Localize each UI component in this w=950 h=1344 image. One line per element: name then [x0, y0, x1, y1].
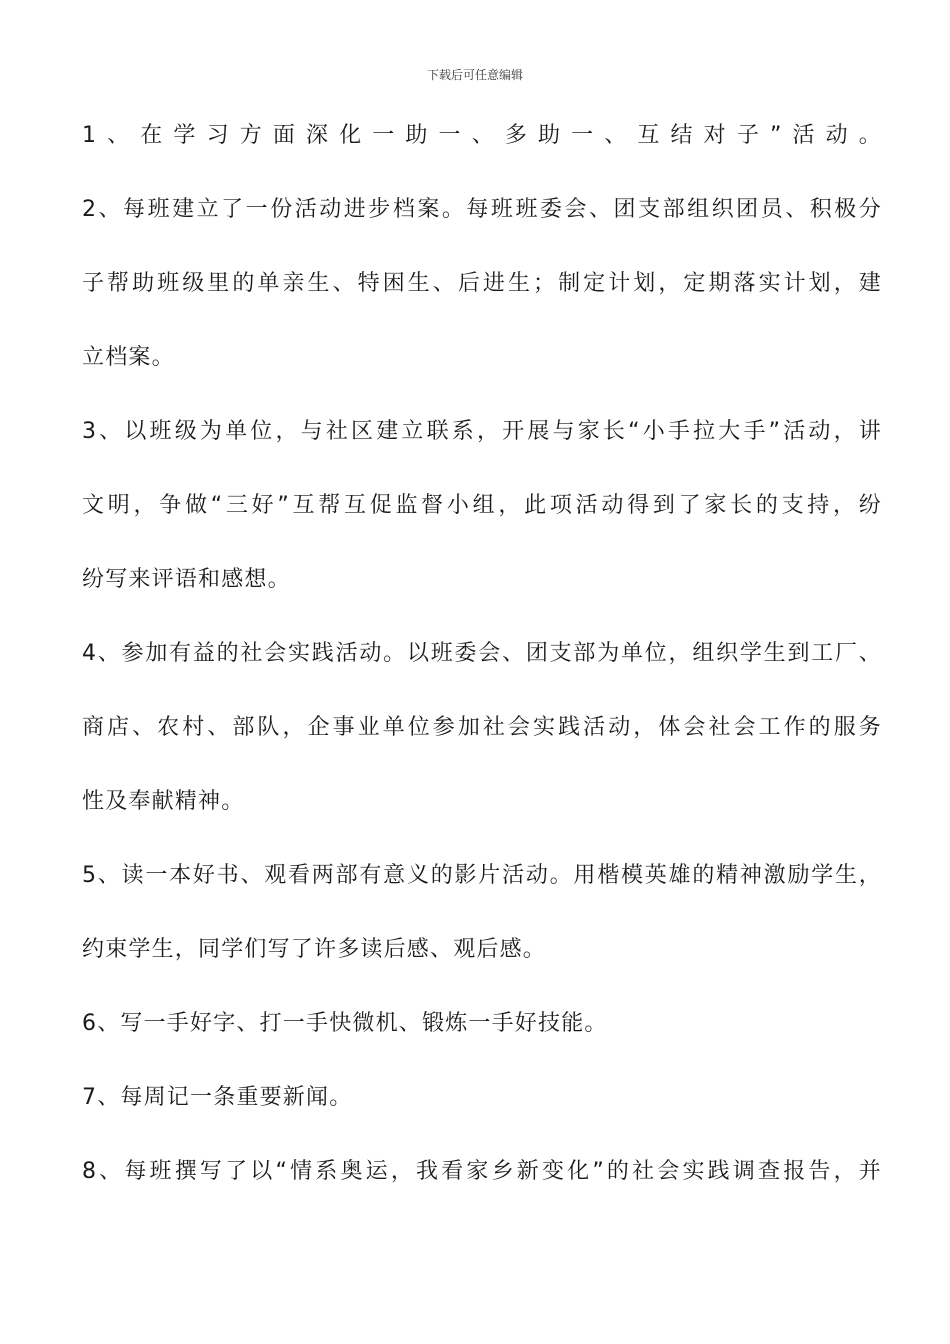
text-line: 8、每班撰写了以“情系奥运，我看家乡新变化”的社会实践调查报告，并 — [82, 1159, 882, 1184]
document-body — [82, 116, 882, 1226]
text-line: 2、每班建立了一份活动进步档案。每班班委会、团支部组织团员、积极分 — [82, 197, 882, 222]
text-line: 3、以班级为单位，与社区建立联系，开展与家长“小手拉大手”活动，讲 — [82, 419, 882, 444]
text-line: 1、在学习方面深化一助一、多助一、互结对子”活动。 — [82, 123, 882, 148]
text-line: 4、参加有益的社会实践活动。以班委会、团支部为单位，组织学生到工厂、 — [82, 641, 882, 666]
text-line: 约束学生，同学们写了许多读后感、观后感。 — [82, 937, 547, 962]
text-line: 商店、农村、部队，企事业单位参加社会实践活动，体会社会工作的服务 — [82, 715, 882, 740]
text-line: 纷写来评语和感想。 — [82, 567, 291, 592]
text-line: 7、每周记一条重要新闻。 — [82, 1085, 353, 1110]
text-line: 子帮助班级里的单亲生、特困生、后进生；制定计划，定期落实计划，建 — [82, 271, 882, 296]
text-line: 性及奉献精神。 — [82, 789, 245, 814]
text-line: 立档案。 — [82, 345, 175, 370]
text-line: 文明，争做“三好”互帮互促监督小组，此项活动得到了家长的支持，纷 — [82, 493, 882, 518]
page-header: 下载后可任意编辑 — [426, 68, 523, 82]
text-line: 6、写一手好字、打一手快微机、锻炼一手好技能。 — [82, 1011, 608, 1036]
text-line: 5、读一本好书、观看两部有意义的影片活动。用楷模英雄的精神激励学生， — [82, 863, 882, 888]
